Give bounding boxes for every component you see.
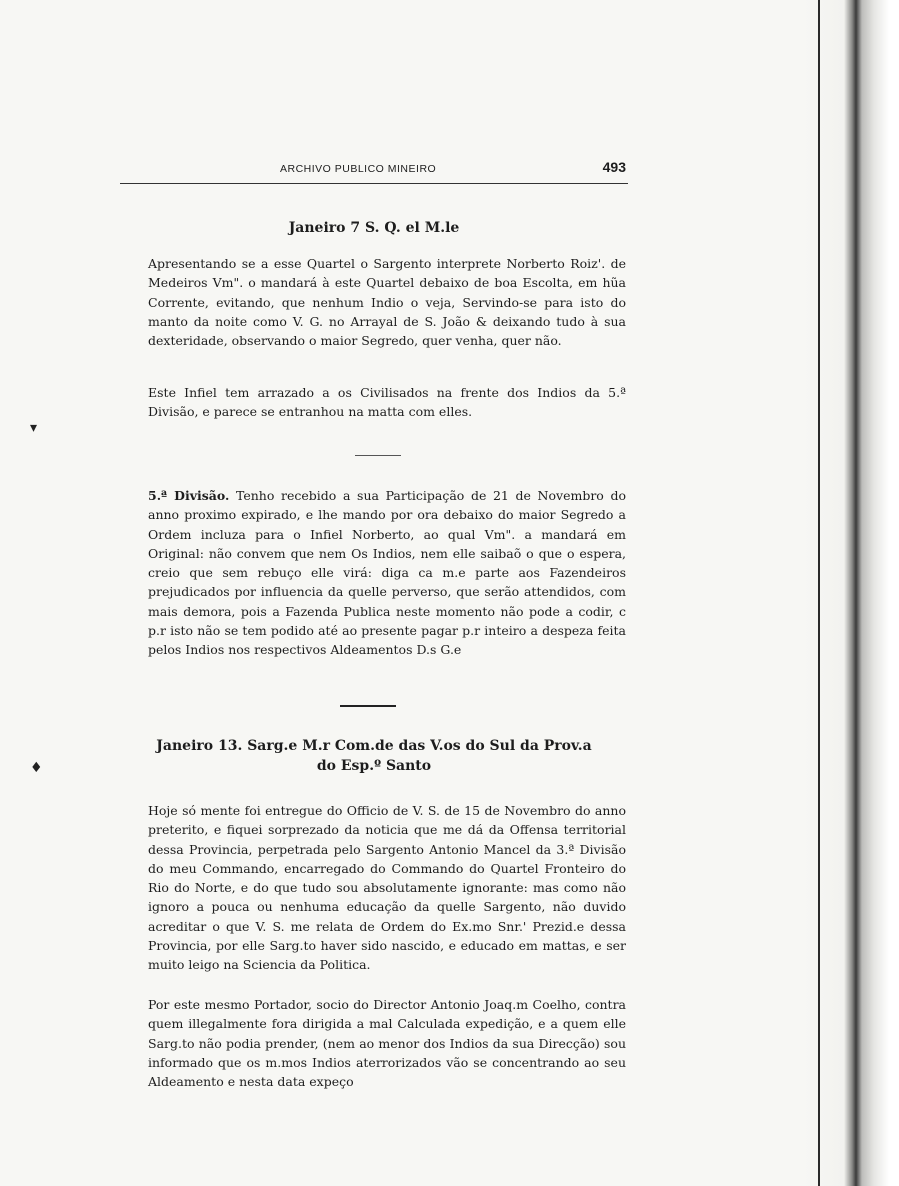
section3-heading [120, 736, 628, 776]
section-separator [340, 705, 396, 707]
section2-text: Tenho recebido a sua Participação de 21 de Novembro do anno proximo expirado, e lhe mando por ora debaixo do maior Segredo a Ordem incluza para o Infiel Norberto, ao qual Vm". a mandará em Original: não convem que nem Os Indios, nem elle saibaõ o que o espera, creio que sem rebuço elle virá: diga ca m.e parte aos Fazendeiros prejudicados por influencia da quelle perverso, que serão attendidos, com mais demora, pois a Fazenda Publica neste momento não pode a codir, c p.r isto não se tem podido até ao presente pagar p.r inteiro a despeza feita pelos Indios nos respectivos Aldeamentos D.s G.e [148, 488, 626, 658]
running-head: ARCHIVO PUBLICO MINEIRO [280, 163, 437, 175]
spine-edge-line [818, 0, 820, 1186]
margin-mark: ♦ [30, 760, 43, 776]
section2-lead: 5.ª Divisão. [148, 488, 230, 503]
section1-paragraph-2: Este Infiel tem arrazado a os Civilisados na frente dos Indios da 5.ª Divisão, e parece se entranhou na matta com elles. [148, 385, 626, 420]
section3-paragraph-1: Hoje só mente foi entregue do Officio de V. S. de 15 de Novembro do anno preterito, e fiquei sorprezado da noticia que me dá da Offensa territorial dessa Provincia, perpetrada pelo Sargento Antonio Mancel da 3.ª Divisão do meu Commando, encarregado do Commando do Quartel Fronteiro do Rio do Norte, e do que tudo sou absolutamente ignorante: mas como não ignoro a pouca ou nenhuma educação da quelle Sargento, não duvido acreditar o que V. S. me relata de Ordem do Ex.mo Snr.' Prezid.e dessa Provincia, por elle Sarg.to haver sido nascido, e educado em mattas, e ser muito leigo na Sciencia da Politica. [148, 803, 626, 973]
page-header [120, 155, 628, 189]
header-rule [120, 183, 628, 184]
section1-paragraph-1: Apresentando se a esse Quartel o Sargento interprete Norberto Roiz'. de Medeiros Vm". o mandará à este Quartel debaixo de boa Escolta, em hũa Corrente, evitando, que nenhum Indio o veja, Servindo-se para isto do manto da noite como V. G. no Arrayal de S. João & deixando tudo à sua dexteridade, observando o maior Segredo, quer venha, quer não. [148, 256, 626, 349]
page-number: 493 [602, 159, 626, 175]
section-separator [355, 455, 401, 456]
section3-heading-line-2: do Esp.º Santo [316, 758, 432, 774]
section3-paragraph-2: Por este mesmo Portador, socio do Director Antonio Joaq.m Coelho, contra quem illegalmente fora dirigida a mal Calculada expedição, e a quem elle Sarg.to não podia prender, (nem ao menor dos Indios da sua Direcção) sou informado que os m.mos Indios aterrorizados vão se concentrando ao seu Aldeamento e nesta data expeço [148, 997, 626, 1090]
margin-mark: ▾ [30, 420, 38, 436]
section2-paragraph [148, 486, 626, 660]
section3-heading-line-1: Janeiro 13. Sarg.e M.r Com.de das V.os do Sul da Prov.a [156, 738, 592, 754]
section1-heading: Janeiro 7 S. Q. el M.le [288, 220, 460, 236]
